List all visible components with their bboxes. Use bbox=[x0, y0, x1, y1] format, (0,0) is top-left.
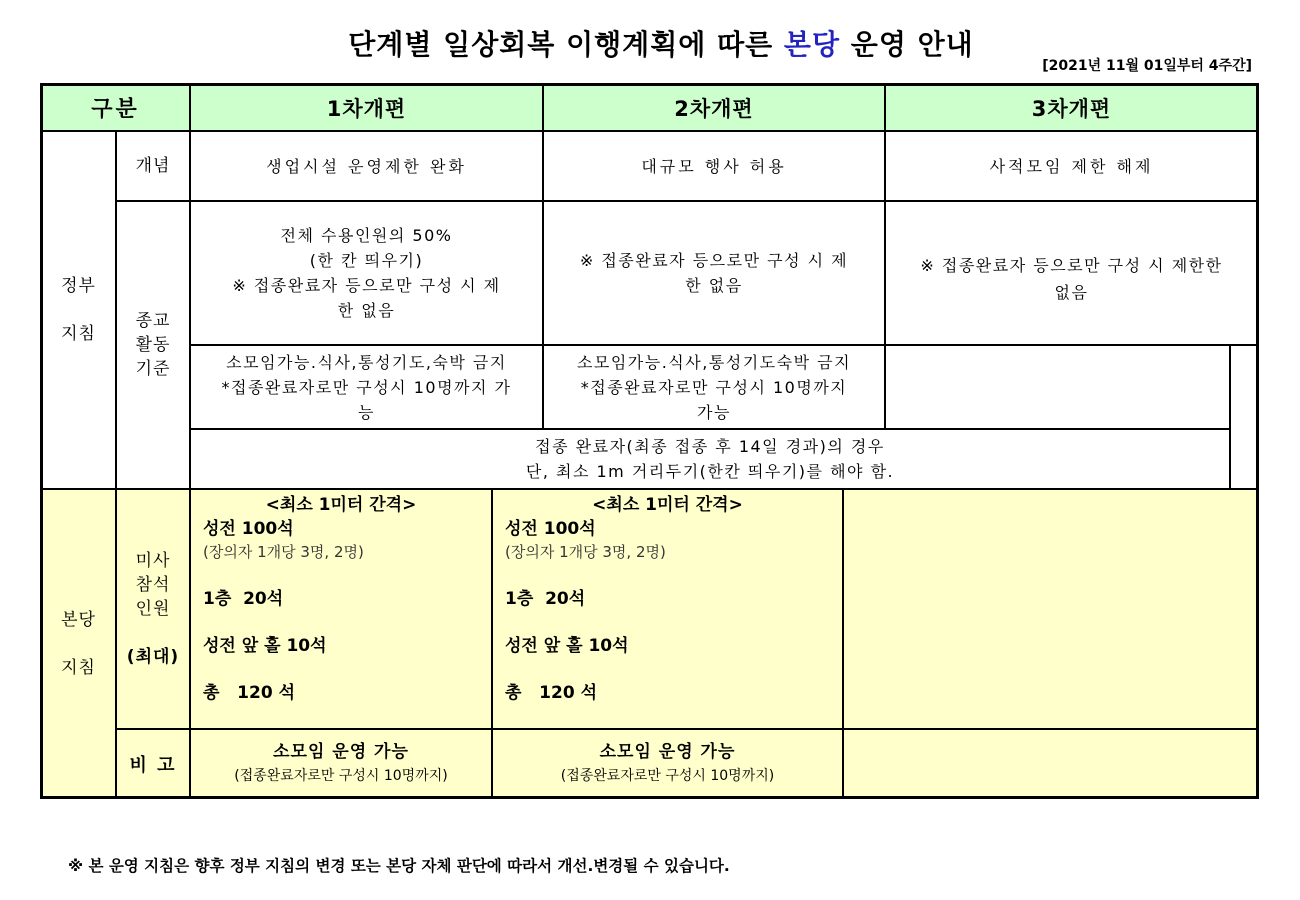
header-category-label: 구분 bbox=[91, 97, 140, 122]
concept-phase3 bbox=[884, 130, 1259, 202]
religious-activity-label bbox=[115, 200, 191, 490]
small-groups-phase2 bbox=[542, 344, 886, 431]
mass-phase1-pews: (장의자 1개당 3명, 2명) bbox=[203, 543, 364, 561]
remarks-phase1-detail: (접종완료자로만 구성시 10명까지) bbox=[234, 767, 448, 784]
remarks-phase1 bbox=[189, 728, 493, 799]
capacity-phase1 bbox=[189, 200, 544, 346]
activity-label-line: 종교 bbox=[135, 311, 171, 331]
government-label-line: 정부 bbox=[61, 276, 96, 296]
title-prefix: 단계별 일상회복 이행계획에 따른 bbox=[348, 28, 784, 61]
mass-phase1-total: 총 120 석 bbox=[203, 683, 296, 703]
capacity-phase1-line: 전체 수용인원의 50% bbox=[280, 226, 453, 245]
mass-phase3-empty bbox=[842, 488, 1259, 730]
parish-label-line: 지침 bbox=[61, 657, 96, 678]
vaccinated-note-line: 접종 완료자(최종 접종 후 14일 경과)의 경우 bbox=[535, 437, 885, 456]
mass-phase1-heading: <최소 1미터 간격> bbox=[265, 495, 417, 515]
header-category-cell bbox=[40, 83, 191, 132]
concept-phase3-text: 사적모임 제한 해제 bbox=[989, 156, 1154, 176]
mass-label-line: (최대) bbox=[126, 647, 180, 667]
header-phase1-cell bbox=[189, 83, 544, 132]
mass-phase1-first-floor: 1층 20석 bbox=[203, 589, 284, 609]
mass-phase1-front-hall: 성전 앞 홀 10석 bbox=[203, 636, 327, 656]
remarks-phase2-title: 소모임 운영 가능 bbox=[599, 741, 736, 762]
header-phase1-label: 1차개편 bbox=[326, 96, 407, 121]
title-highlight: 본당 bbox=[783, 28, 841, 61]
mass-phase1-sanctuary: 성전 100석 bbox=[203, 518, 294, 539]
concept-label-text: 개념 bbox=[135, 156, 171, 176]
vaccinated-note bbox=[189, 428, 1231, 490]
capacity-phase2-line: 한 없음 bbox=[685, 276, 743, 295]
concept-phase2 bbox=[542, 130, 886, 202]
concept-phase1 bbox=[189, 130, 544, 202]
mass-label-line: 인원 bbox=[135, 599, 171, 619]
mass-label-line: 미사 bbox=[135, 551, 171, 571]
mass-phase2-total: 총 120 석 bbox=[505, 683, 598, 703]
mass-attendance-label bbox=[115, 488, 191, 730]
title-suffix: 운영 안내 bbox=[840, 28, 974, 61]
capacity-phase1-line: 한 없음 bbox=[337, 301, 396, 320]
small-groups-phase1-line: *접종완료자로만 구성시 10명까지 가 bbox=[221, 378, 512, 397]
remarks-phase3-empty bbox=[842, 728, 1259, 799]
capacity-phase3-line: ※ 접종완료자 등으로만 구성 시 제한한 bbox=[920, 256, 1223, 275]
footer-note: ※ 본 운영 지침은 향후 정부 지침의 변경 또는 본당 자체 판단에 따라서 개선.변경될 수 있습니다. bbox=[68, 857, 730, 875]
small-groups-phase2-line: *접종완료자로만 구성시 10명까지 bbox=[580, 378, 848, 397]
small-groups-phase1-line: 능 bbox=[358, 403, 375, 422]
small-groups-phase1-line: 소모임가능.식사,통성기도,숙박 금지 bbox=[226, 353, 507, 372]
mass-phase1 bbox=[189, 488, 493, 730]
mass-label-line: 참석 bbox=[135, 575, 171, 595]
mass-phase2-heading: <최소 1미터 간격> bbox=[592, 495, 743, 515]
remarks-phase2-detail: (접종완료자로만 구성시 10명까지) bbox=[560, 767, 775, 784]
small-groups-phase3-empty bbox=[884, 344, 1231, 431]
mass-phase2-first-floor: 1층 20석 bbox=[505, 589, 586, 609]
header-phase3-cell bbox=[884, 83, 1259, 132]
vaccinated-note-line: 단, 최소 1m 거리두기(한칸 띄우기)를 해야 함. bbox=[525, 462, 895, 481]
concept-label bbox=[115, 130, 191, 202]
header-phase2-label: 2차개편 bbox=[674, 96, 754, 121]
capacity-phase1-line: ※ 접종완료자 등으로만 구성 시 제 bbox=[232, 276, 501, 295]
concept-phase2-text: 대규모 행사 허용 bbox=[641, 156, 787, 176]
small-groups-phase2-line: 소모임가능.식사,통성기도숙박 금지 bbox=[576, 353, 852, 372]
period-label: [2021년 11월 01일부터 4주간] bbox=[1042, 58, 1252, 74]
remarks-label-text: 비 고 bbox=[129, 754, 177, 776]
mass-phase2-sanctuary: 성전 100석 bbox=[505, 518, 596, 539]
parish-label-line: 본당 bbox=[61, 609, 96, 630]
mass-phase2 bbox=[491, 488, 844, 730]
mass-phase2-front-hall: 성전 앞 홀 10석 bbox=[505, 636, 629, 656]
header-phase2-cell bbox=[542, 83, 886, 132]
mass-phase2-pews: (장의자 1개당 3명, 2명) bbox=[505, 543, 666, 561]
remarks-label bbox=[115, 728, 191, 799]
capacity-phase2-line: ※ 접종완료자 등으로만 구성 시 제 bbox=[579, 251, 849, 270]
parish-guideline-label bbox=[40, 488, 117, 799]
government-guideline-label bbox=[40, 130, 117, 490]
narrow-empty-cell bbox=[1229, 344, 1259, 490]
activity-label-line: 활동 bbox=[135, 335, 171, 355]
capacity-phase1-line: (한 칸 띄우기) bbox=[309, 251, 424, 270]
activity-label-line: 기준 bbox=[135, 359, 171, 379]
small-groups-phase1 bbox=[189, 344, 544, 431]
capacity-phase2 bbox=[542, 200, 886, 346]
small-groups-phase2-line: 가능 bbox=[697, 403, 731, 422]
remarks-phase2 bbox=[491, 728, 844, 799]
header-phase3-label: 3차개편 bbox=[1031, 96, 1112, 121]
concept-phase1-text: 생업시설 운영제한 완화 bbox=[266, 156, 467, 176]
capacity-phase3-line: 없음 bbox=[1054, 283, 1089, 302]
government-label-line: 지침 bbox=[61, 324, 96, 344]
remarks-phase1-title: 소모임 운영 가능 bbox=[273, 741, 409, 762]
capacity-phase3 bbox=[884, 200, 1259, 346]
